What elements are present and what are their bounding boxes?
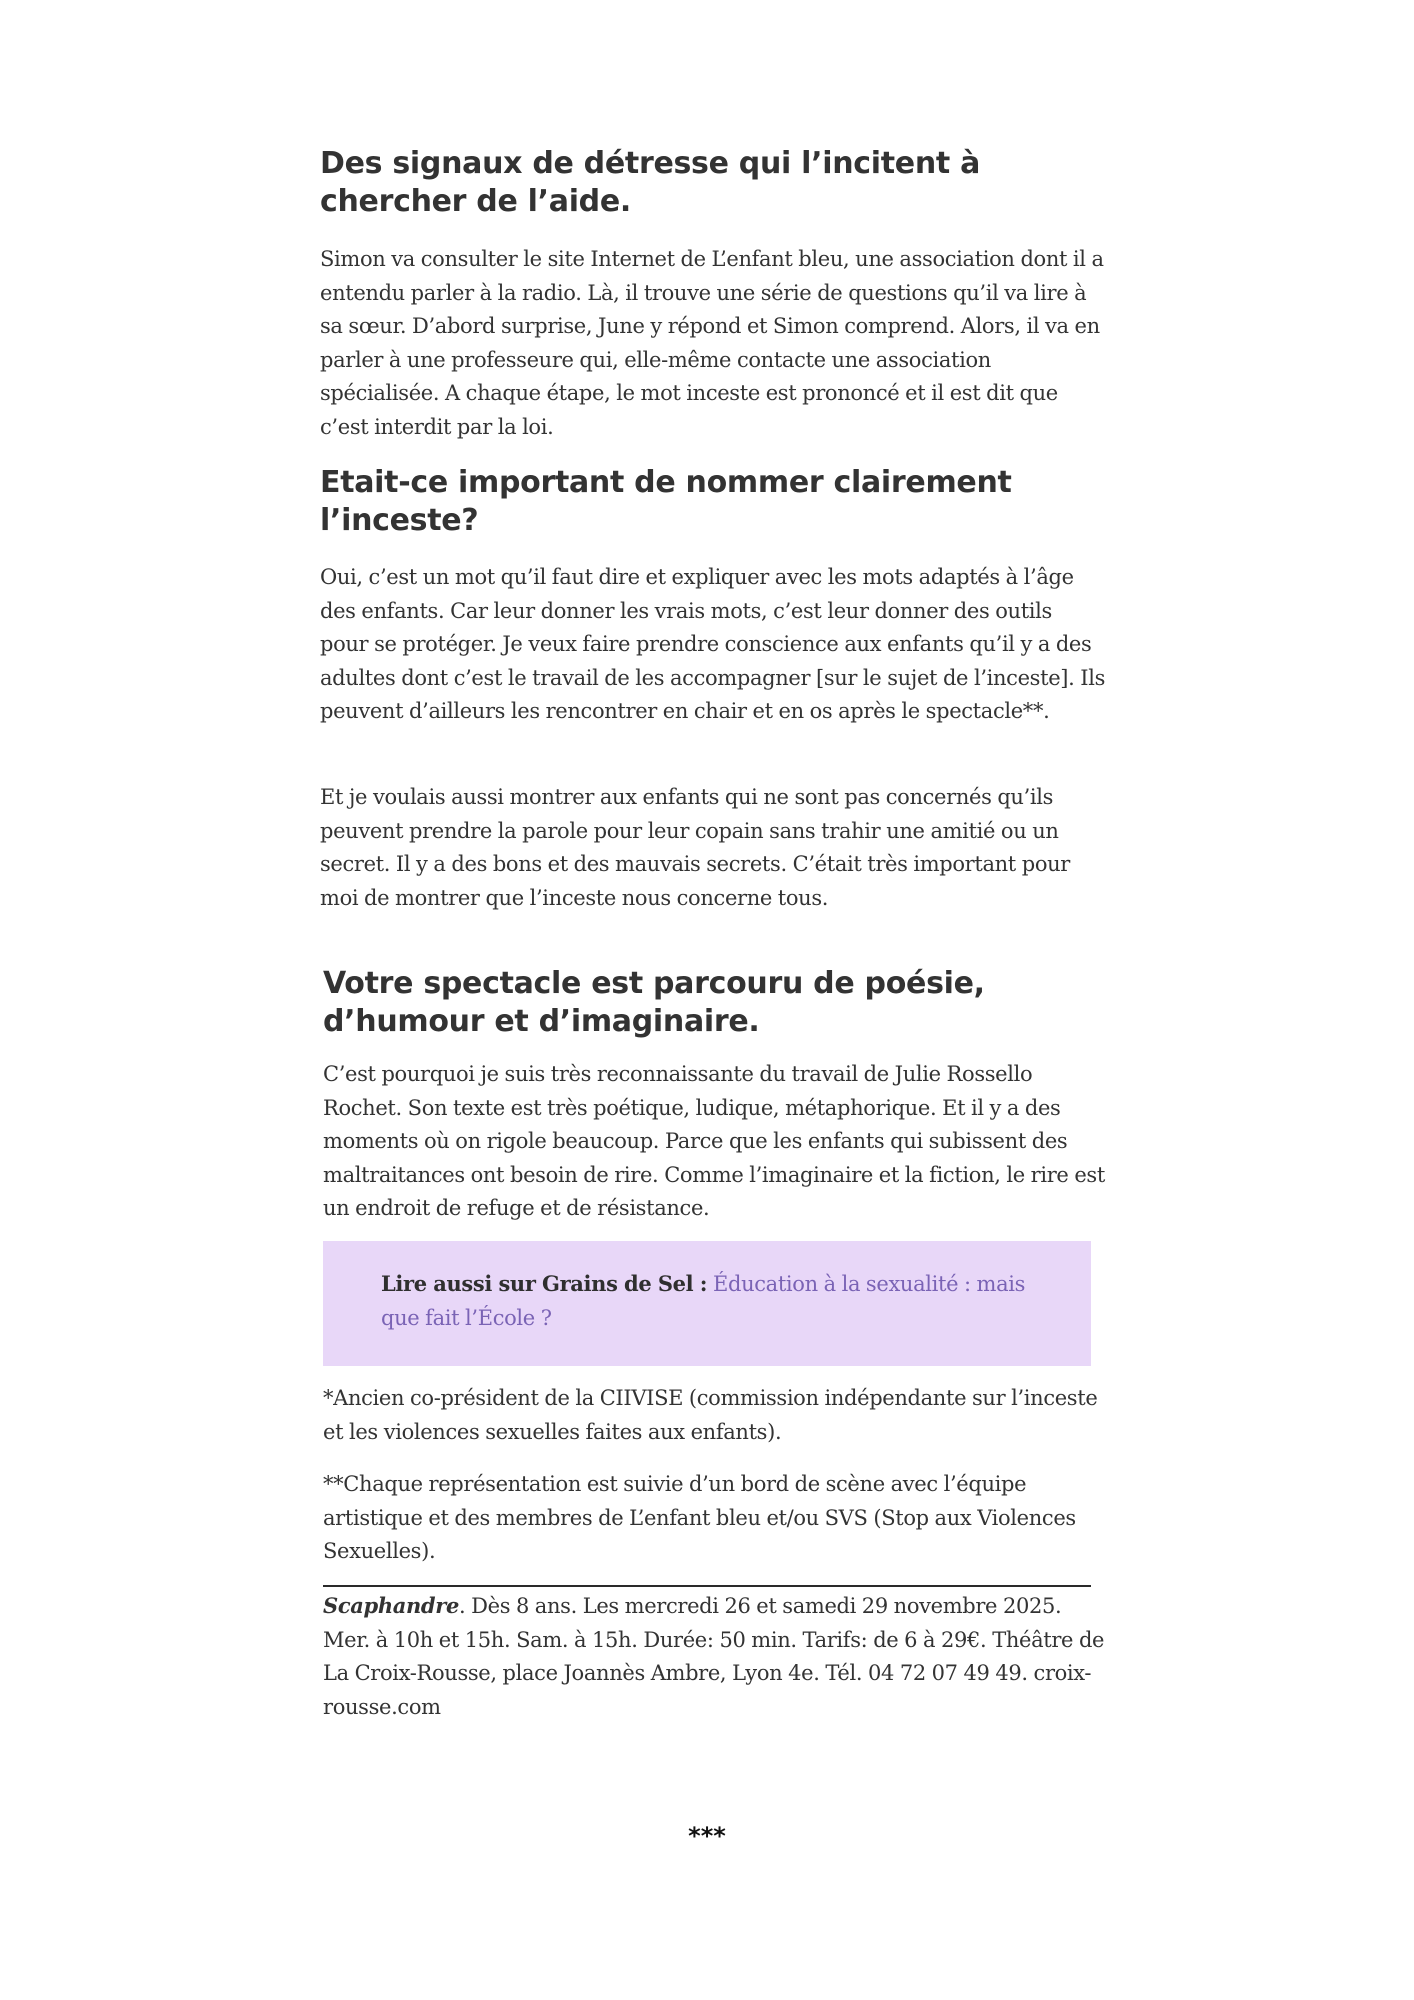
info-divider xyxy=(323,1585,1091,1587)
section-separator: *** xyxy=(688,1822,726,1850)
show-info xyxy=(323,1589,1108,1724)
section-heading-poetry-humor: Votre spectacle est parcouru de poésie, d’humour et d’imaginaire. xyxy=(323,966,985,1039)
section-heading-naming-incest: Etait-ce important de nommer clairement l’inceste? xyxy=(320,465,1012,538)
paragraph-true-words: Oui, c’est un mot qu’il faut dire et expliquer avec les mots adaptés à l’âge des enfants. Car leur donner les vrais mots, c’est leur donner des outils pour se protéger. Je veux faire prendre conscience aux enfants qu’il y a des adultes dont c’est le travail de les accompagner [sur le sujet de l’inceste]. Ils peuvent d’ailleurs les rencontrer en chair et en os après le spectacle**. xyxy=(320,565,1106,723)
read-also-text xyxy=(381,1267,1041,1335)
show-details: . Dès 8 ans. Les mercredi 26 et samedi 29 novembre 2025. Mer. à 10h et 15h. Sam. à 15h. Durée: 50 min. Tarifs: de 6 à 29€. Théâtre de La Croix-Rousse, place Joannès Ambre, Lyon 4e. Tél. 04 72 07 49 49. croix-rousse.com xyxy=(323,1594,1105,1719)
read-also-callout xyxy=(323,1241,1091,1366)
read-also-label: Lire aussi sur Grains de Sel : xyxy=(381,1271,708,1296)
section-heading-distress-signals: Des signaux de détresse qui l’incitent à chercher de l’aide. xyxy=(320,146,981,219)
footnote-ciivise: *Ancien co-président de la CIIVISE (commission indépendante sur l’inceste et les violences sexuelles faites aux enfants). xyxy=(323,1386,1098,1444)
paragraph-simon-seeks-help: Simon va consulter le site Internet de L’enfant bleu, une association dont il a entendu parler à la radio. Là, il trouve une série de questions qu’il va lire à sa sœur. D’abord surprise, June y répond et Simon comprend. Alors, il va en parler à une professeure qui, elle-même contacte une association spécialisée. A chaque étape, le mot inceste est prononcé et il est dit que c’est interdit par la loi. xyxy=(320,247,1104,439)
show-title: Scaphandre xyxy=(323,1593,459,1618)
read-also-link[interactable]: Éducation à la sexualité : mais que fait l’École ? xyxy=(381,1272,1026,1330)
paragraph-gratitude-author: C’est pourquoi je suis très reconnaissante du travail de Julie Rossello Rochet. Son texte est très poétique, ludique, métaphorique. Et il y a des moments où on rigole beaucoup. Parce que les enfants qui subissent des maltraitances ont besoin de rire. Comme l’imaginaire et la fiction, le rire est un endroit de refuge et de résistance. xyxy=(323,1062,1105,1220)
paragraph-speak-for-friends: Et je voulais aussi montrer aux enfants qui ne sont pas concernés qu’ils peuvent prendre la parole pour leur copain sans trahir une amitié ou un secret. Il y a des bons et des mauvais secrets. C’était très important pour moi de montrer que l’inceste nous concerne tous. xyxy=(320,785,1070,910)
footnote-after-show: **Chaque représentation est suivie d’un bord de scène avec l’équipe artistique et des membres de L’enfant bleu et/ou SVS (Stop aux Violences Sexuelles). xyxy=(323,1472,1076,1563)
